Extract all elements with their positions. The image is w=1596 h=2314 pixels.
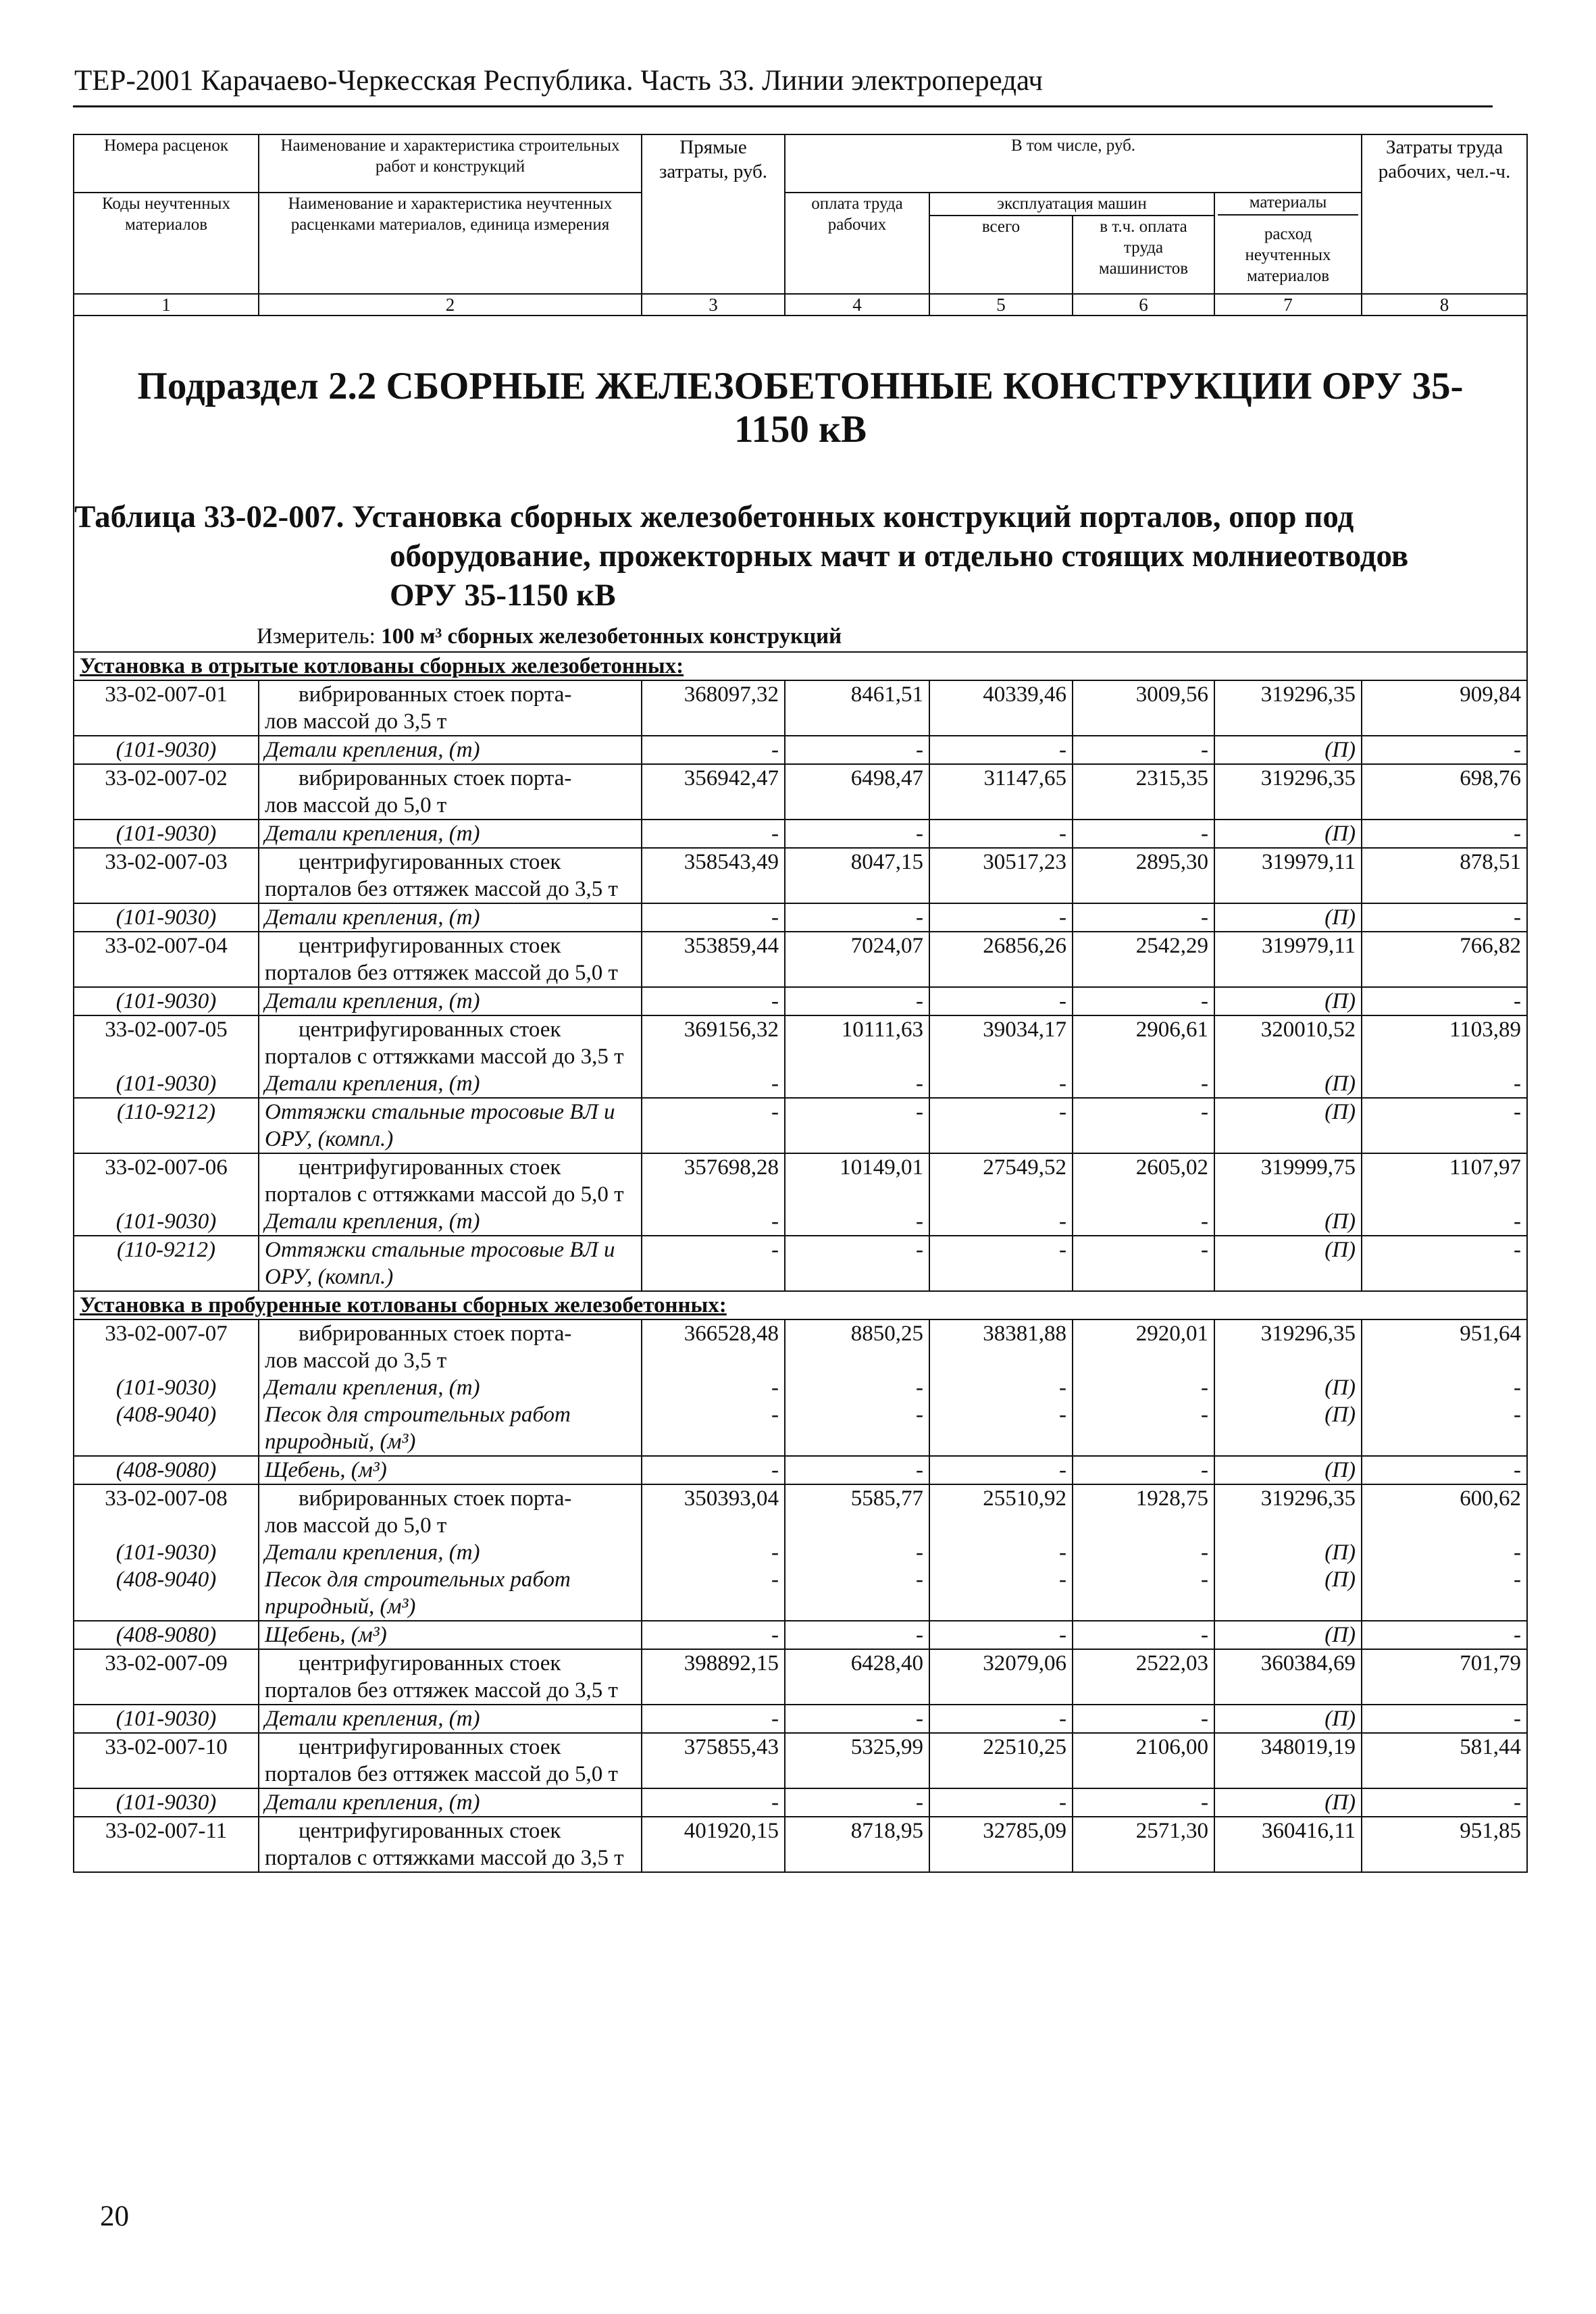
- material-row: (101-9030) Детали крепления, (т) - - - - (П) -: [74, 1208, 1527, 1236]
- material-row: (101-9030) Детали крепления, (т) - - - - (П) -: [74, 736, 1527, 764]
- material-row: (408-9080) Щебень, (м³) - - - - (П) -: [74, 1456, 1527, 1484]
- material-row: (110-9212) Оттяжки стальные тросовые ВЛ и ОРУ, (компл.) - - - - (П) -: [74, 1236, 1527, 1291]
- rates-table: [73, 134, 1528, 1873]
- material-row: (101-9030) Детали крепления, (т) - - - - (П) -: [74, 1539, 1527, 1566]
- colnum-1: 1: [74, 294, 259, 316]
- table-row: 33-02-007-10 центрифугированных стоек порталов без оттяжек массой до 5,0 т 375855,43 5325,99 22510,25 2106,00 348019,19 581,44: [74, 1733, 1527, 1788]
- table-row: 33-02-007-06 центрифугированных стоек порталов с оттяжками массой до 5,0 т 357698,28 10149,01 27549,52 2605,02 319999,75 1107,97: [74, 1153, 1527, 1208]
- col7-header: [1214, 193, 1362, 294]
- col7-label: расход неучтенных материалов: [1245, 225, 1331, 285]
- header-row-1: [74, 134, 1527, 193]
- material-row: (101-9030) Детали крепления, (т) - - - - (П) -: [74, 820, 1527, 848]
- included-group-header: В том числе, руб.: [785, 134, 1362, 193]
- section-title: Подраздел 2.2 СБОРНЫЕ ЖЕЛЕЗОБЕТОННЫЕ КОНСТРУКЦИИ ОРУ 35- 1150 кВ: [137, 365, 1464, 451]
- table-row: 33-02-007-11 центрифугированных стоек порталов с оттяжками массой до 3,5 т 401920,15 8718,95 32785,09 2571,30 360416,11 951,85: [74, 1817, 1527, 1872]
- table-title: Таблица 33-02-007. Установка сборных железобетонных конструкций порталов, опор под оборудование, прожекторных мачт и отдельно стоящих молниеотводов ОРУ 35-1150 кВ: [74, 499, 1409, 613]
- material-row: (101-9030) Детали крепления, (т) - - - - (П) -: [74, 1070, 1527, 1098]
- col1-bottom-header: Коды неучтенных материалов: [74, 193, 259, 294]
- colnum-3: 3: [642, 294, 785, 316]
- subheading-drilled-pits: Установка в пробуренные котлованы сборных железобетонных:: [74, 1291, 1527, 1319]
- table-row: 33-02-007-01 вибрированных стоек порта- лов массой до 3,5 т 368097,32 8461,51 40339,46 3009,56 319296,35 909,84: [74, 680, 1527, 736]
- col2-bottom-header: Наименование и характеристика неучтенных расценками материалов, единица измерения: [259, 193, 642, 294]
- page-header: ТЕР-2001 Карачаево-Черкесская Республика. Часть 33. Линии электропередач: [74, 65, 1043, 97]
- section-block: [74, 316, 1527, 652]
- material-row: (408-9040) Песок для строительных работ природный, (м³) - - - - (П) -: [74, 1566, 1527, 1621]
- column-number-row: [74, 294, 1527, 316]
- col8-header: Затраты труда рабочих, чел.-ч.: [1362, 134, 1527, 294]
- table-row: 33-02-007-03 центрифугированных стоек порталов без оттяжек массой до 3,5 т 358543,49 8047,15 30517,23 2895,30 319979,11 878,51: [74, 848, 1527, 903]
- colnum-5: 5: [929, 294, 1073, 316]
- subheading-open-pits: Установка в отрытые котлованы сборных железобетонных:: [74, 652, 1527, 680]
- col5-header: всего: [929, 216, 1073, 294]
- material-row: (110-9212) Оттяжки стальные тросовые ВЛ и ОРУ, (компл.) - - - - (П) -: [74, 1098, 1527, 1153]
- table-row: 33-02-007-08 вибрированных стоек порта- лов массой до 5,0 т 350393,04 5585,77 25510,92 1928,75 319296,35 600,62: [74, 1484, 1527, 1539]
- colnum-2: 2: [259, 294, 642, 316]
- colnum-6: 6: [1073, 294, 1214, 316]
- header-row-2: [74, 193, 1527, 216]
- material-row: (101-9030) Детали крепления, (т) - - - - (П) -: [74, 1788, 1527, 1817]
- table-row: 33-02-007-09 центрифугированных стоек порталов без оттяжек массой до 3,5 т 398892,15 6428,40 32079,06 2522,03 360384,69 701,79: [74, 1649, 1527, 1705]
- table-row: 33-02-007-07 вибрированных стоек порта- лов массой до 3,5 т 366528,48 8850,25 38381,88 2920,01 319296,35 951,64: [74, 1319, 1527, 1374]
- material-row: (101-9030) Детали крепления, (т) - - - - (П) -: [74, 987, 1527, 1015]
- col3-header: Прямые затраты, руб.: [642, 134, 785, 294]
- table-row: 33-02-007-02 вибрированных стоек порта- лов массой до 5,0 т 356942,47 6498,47 31147,65 2315,35 319296,35 698,76: [74, 764, 1527, 820]
- measure-line: Измеритель: 100 м³ сборных железобетонных конструкций: [257, 624, 842, 649]
- col4-header: оплата труда рабочих: [785, 193, 929, 294]
- colnum-4: 4: [785, 294, 929, 316]
- col1-top-header: Номера расценок: [74, 134, 259, 193]
- table-row: 33-02-007-04 центрифугированных стоек порталов без оттяжек массой до 5,0 т 353859,44 7024,07 26856,26 2542,29 319979,11 766,82: [74, 932, 1527, 987]
- material-row: (101-9030) Детали крепления, (т) - - - - (П) -: [74, 1705, 1527, 1733]
- colnum-8: 8: [1362, 294, 1527, 316]
- table-row: 33-02-007-05 центрифугированных стоек порталов с оттяжками массой до 3,5 т 369156,32 10111,63 39034,17 2906,61 320010,52 1103,89: [74, 1015, 1527, 1070]
- rates-sheet: [73, 134, 1526, 1873]
- header-rule: [73, 105, 1493, 107]
- material-row: (101-9030) Детали крепления, (т) - - - - (П) -: [74, 903, 1527, 932]
- material-row: (408-9040) Песок для строительных работ природный, (м³) - - - - (П) -: [74, 1401, 1527, 1456]
- col2-top-header: Наименование и характеристика строительных работ и конструкций: [259, 134, 642, 193]
- materials-group-header: материалы: [1218, 191, 1358, 216]
- col6-header: в т.ч. оплата труда машинистов: [1073, 216, 1214, 294]
- material-row: (408-9080) Щебень, (м³) - - - - (П) -: [74, 1621, 1527, 1649]
- colnum-7: 7: [1214, 294, 1362, 316]
- page-number: 20: [100, 2200, 129, 2232]
- machines-group-header: эксплуатация машин: [929, 193, 1214, 216]
- material-row: (101-9030) Детали крепления, (т) - - - - (П) -: [74, 1374, 1527, 1401]
